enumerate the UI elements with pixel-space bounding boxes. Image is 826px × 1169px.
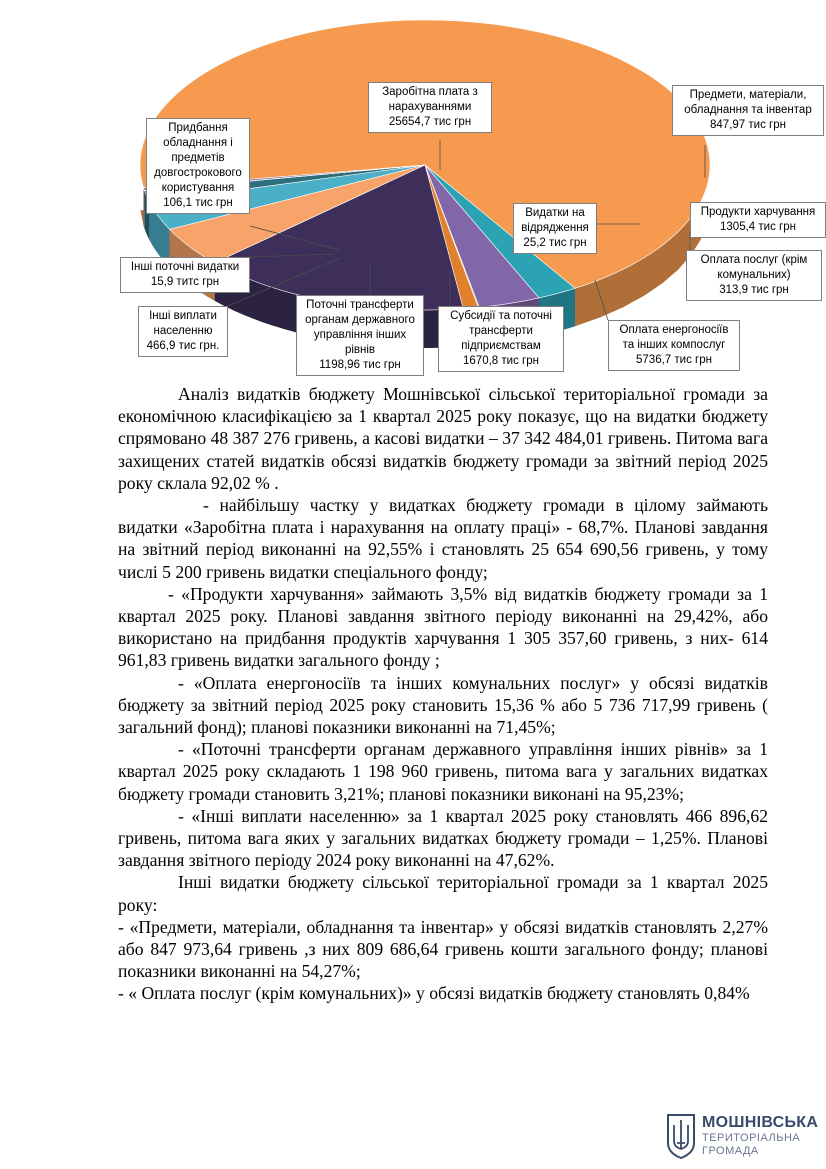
data-label	[608, 320, 740, 371]
data-label-line: нарахуваннями	[388, 101, 472, 113]
pie-slice-side	[144, 188, 145, 229]
paragraph: - «Предмети, матеріали, обладнання та інвентар» у обсязі видатків становлять 2,27% або 847 973,64 гривень ,з них 809 686,64 гривень кошти загального фонду; планові показники виконанні на 54,27%;	[118, 916, 768, 982]
data-label-line: 313,9 тис грн	[719, 284, 789, 296]
data-label	[690, 202, 826, 238]
data-label-line: управління інших	[313, 329, 407, 341]
data-label-line: предметів	[171, 152, 225, 164]
paragraph: - «Поточні трансферти органам державного управління інших рівнів» за 1 квартал 2025 року складають 1 198 960 гривень, питома вага у загальних видатках бюджету громади становить 3,21%; планові показники виконані на 95,23%;	[118, 739, 768, 804]
paragraph: - найбільшу частку у видатках бюджету громади в цілому займають видатки «Заробітна плата і нарахування на оплату праці» - 68,7%. Планові завдання на звітний період виконанні на 92,55% і становлять 25 654 690,56 гривень, у тому числі 5 200 гривень видатки спеціального фонду;	[118, 495, 768, 582]
data-label-line: 1670,8 тис грн	[463, 355, 539, 367]
data-label-line: Оплата енергоносіїв	[619, 324, 729, 336]
data-label-line: 466,9 тис грн.	[146, 340, 220, 352]
data-label	[513, 203, 597, 254]
data-label-line: 106,1 тис грн	[163, 197, 233, 209]
data-label-line: населенню	[153, 325, 213, 337]
paragraph: - « Оплата послуг (крім комунальних)» у обсязі видатків бюджету становлять 0,84%	[118, 983, 750, 1004]
data-label-line: Субсидії та поточні	[450, 310, 552, 322]
data-label-line: 25654,7 тис грн	[388, 116, 472, 128]
paragraph: - «Продукти харчування» займають 3,5% від видатків бюджету громади за 1 квартал 2025 року. Планові завдання звітного періоду виконанні на 29,42%, або використано на придбання продуктів харчування 1 305 357,60 гривень, з них- 614 961,83 гривень видатки загального фонду ;	[118, 583, 768, 671]
data-label-line: органам державного	[305, 314, 415, 326]
data-label-line: 1198,96 тис грн	[319, 359, 401, 371]
data-label	[296, 295, 424, 376]
data-label-line: трансферти	[469, 325, 533, 337]
data-label	[438, 306, 564, 372]
data-label	[146, 118, 250, 214]
data-label-line: Продукти харчування	[700, 206, 816, 218]
data-label-line: довгострокового	[154, 167, 242, 179]
data-label	[672, 85, 824, 136]
data-label	[138, 306, 228, 357]
trident-icon	[666, 1113, 696, 1159]
logo-line-3: ГРОМАДА	[702, 1145, 759, 1157]
paragraph: - «Інші виплати населенню» за 1 квартал 2025 року становлять 466 896,62 гривень, питома вага яких у загальних видатках бюджету громади – 1,25%. Планові завдання звітного періоду 2024 року виконанні на 47,62%.	[118, 805, 768, 871]
data-label	[120, 257, 250, 293]
paragraph: - «Оплата енергоносіїв та інших комунальних послуг» у обсязі видатків бюджету за звітний період 2025 року становить 15,36 % або 5 736 717,99 гривень ( загальний фонд); планові показники виконанні на 71,45%;	[118, 672, 768, 738]
data-label-line: 25,2 тис грн	[523, 237, 587, 249]
data-label-line: 847,97 тис грн	[710, 119, 786, 131]
data-label-line: 5736,7 тис грн	[636, 354, 712, 366]
data-label-line: рівнів	[344, 344, 376, 356]
community-logo	[666, 1110, 819, 1160]
data-label	[686, 250, 822, 301]
data-label-line: комунальних)	[717, 269, 791, 281]
data-label-line: Оплата послуг (крім	[700, 254, 808, 266]
logo-line-2: ТЕРИТОРІАЛЬНА	[702, 1132, 801, 1144]
logo-line-1: МОШНІВСЬКА	[702, 1114, 819, 1131]
data-label-line: Інші виплати	[149, 310, 217, 322]
data-label-line: Предмети, матеріали,	[689, 89, 807, 101]
data-label-line: 15,9 титс грн	[150, 276, 220, 288]
data-label-line: обладнання та інвентар	[684, 104, 812, 116]
paragraph: Інші видатки бюджету сільської територіальної громади за 1 квартал 2025 року:	[118, 872, 768, 915]
data-label	[368, 82, 492, 133]
data-label-line: Поточні трансферти	[306, 299, 414, 311]
data-label-line: підприємствам	[461, 340, 541, 352]
data-label-line: Інші поточні видатки	[130, 261, 240, 273]
document-body	[118, 383, 768, 1005]
data-label-line: користування	[161, 182, 235, 194]
data-label-line: відрядження	[521, 222, 589, 234]
data-label-line: 1305,4 тис грн	[720, 221, 796, 233]
data-label-line: та інших компослуг	[622, 339, 726, 351]
paragraph: Аналіз видатків бюджету Мошнівської сільської територіальної громади за економічною класифікацією за 1 квартал 2025 року показує, що на видатки бюджету спрямовано 48 387 276 гривень, а касові видатки – 37 342 484,01 гривень. Питома вага захищених статей видатків обсязі видатків бюджету громади за звітний період 2025 року склала 92,02 % .	[118, 384, 768, 493]
data-label-line: Придбання	[168, 122, 228, 134]
data-label-line: Видатки на	[525, 207, 585, 219]
data-label-line: обладнання і	[163, 137, 233, 149]
data-label-line: Заробітна плата з	[382, 86, 478, 98]
